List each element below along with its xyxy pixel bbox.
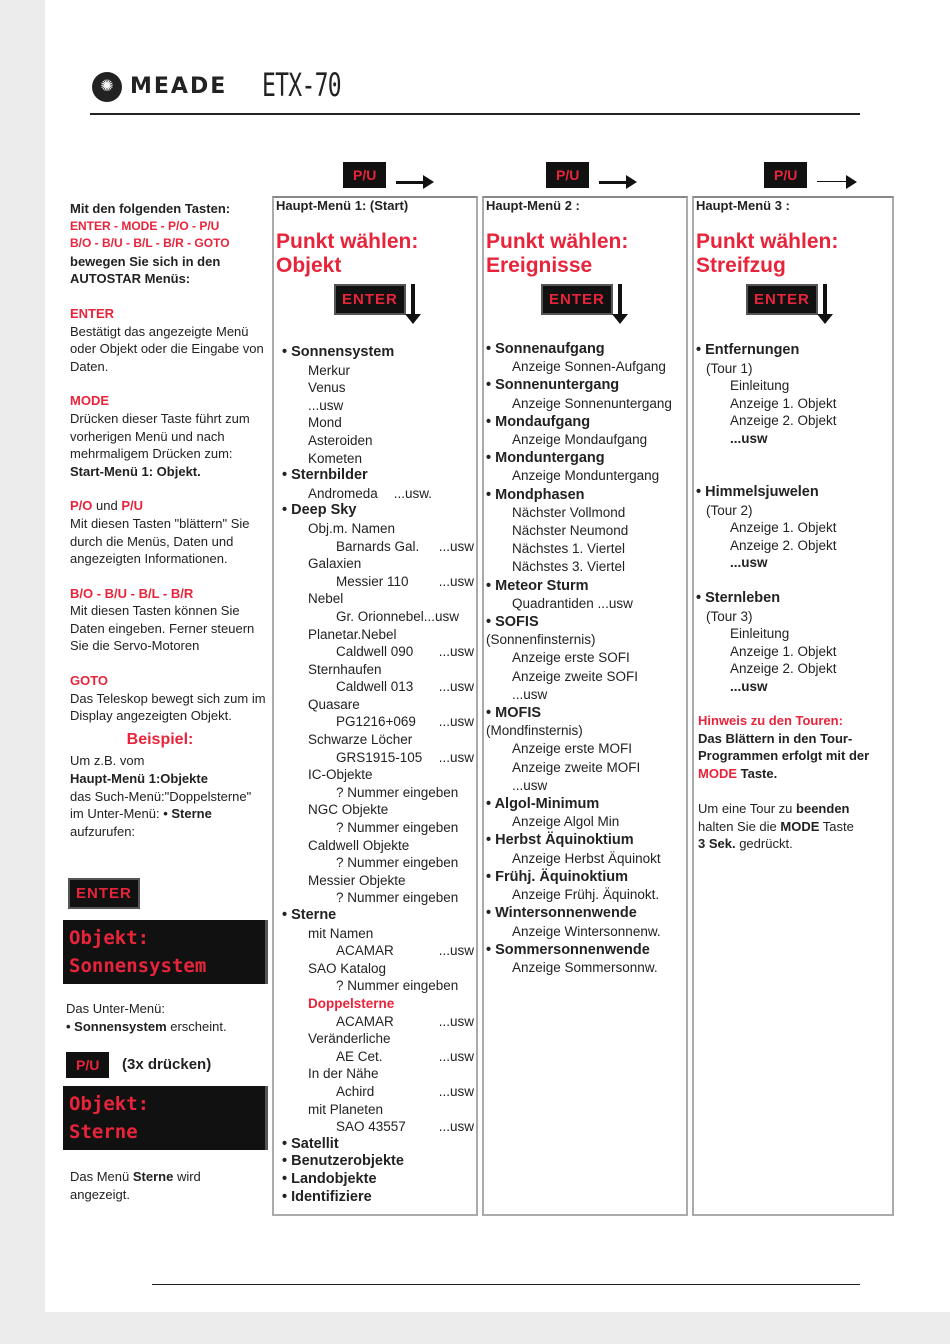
menu-item: ? Nummer eingeben [336,784,459,800]
menu-item: Anzeige zweite MOFI [512,759,641,775]
tour-group-2: • Himmelsjuwelen (Tour 2) Anzeige 1. Objekt Anzeige 2. Objekt ...usw [696,484,837,572]
usw-label: ...usw [438,644,474,660]
menu-item: Caldwell 013 ...usw [336,679,474,695]
example-line-4: im Unter-Menü: • Sterne [70,806,212,822]
column-1-title: Punkt wählen: Objekt [276,230,419,277]
menu-item: ...usw [308,397,344,413]
menu-item: Messier Objekte [308,872,406,888]
menu-item: Nächstes 3. Viertel [512,559,626,575]
usw-label: ...usw [438,538,474,554]
enter-key-title: ENTER [70,305,115,321]
lcd-1-line-2: Sonnensystem [69,955,207,977]
menu-item: Quadrantiden ...usw [512,595,633,611]
intro-line: Mit den folgenden Tasten: [70,201,231,216]
usw-label: ...usw. [393,485,432,501]
menu-item: Caldwell 090 ...usw [336,644,474,660]
menu-item: mit Namen [308,925,374,941]
header-rule [90,113,860,115]
example-line-5: aufzurufen: [70,823,136,839]
menu-item: ? Nummer eingeben [336,855,459,871]
enter-button-2: ENTER [541,284,613,315]
menu-column-3 [692,196,894,1216]
mode-key-bold: Start-Menü 1: Objekt. [70,463,201,479]
usw-label: ...usw [438,1119,474,1135]
usw-label: ...usw [438,749,474,765]
menu-category: • Sommersonnenwende [486,941,686,959]
menu-category: • Sonnenuntergang [486,376,686,394]
usw-label: ...usw [438,943,474,959]
arrow-down-icon [618,284,622,318]
menu-item: Galaxien [308,556,362,572]
intro-rest: bewegen Sie sich in den AUTOSTAR Menüs: [70,253,221,287]
menu-item: Anzeige Sommersonnw. [512,959,658,975]
menu-item: Venus [308,380,346,396]
submenu-note: Das Unter-Menü: • Sonnensystem erscheint. [66,1001,227,1034]
menu-category: • SOFIS [486,613,686,631]
menu-item: Anzeige Sonnenuntergang [512,395,672,411]
menu-category: • Wintersonnenwende [486,904,686,922]
menu-item: Anzeige Frühj. Äquinokt. [512,887,660,903]
usw-label: ...usw [438,1083,474,1099]
column-2-title: Punkt wählen: Ereignisse [486,230,629,277]
menu-category: • Identifiziere [282,1189,474,1207]
footer-rule [152,1284,860,1285]
menu-column-1 [272,196,478,1216]
menu-category: • Algol-Minimum [486,795,686,813]
menu-item: Sternhaufen [308,661,382,677]
column-2-heading: Haupt-Menü 2 : [486,198,580,213]
menu-item: Nächster Vollmond [512,504,626,520]
goto-key-title: GOTO [70,673,109,689]
menu-item: ? Nummer eingeben [336,978,459,994]
menu-item: Obj.m. Namen [308,520,396,536]
menu-item: Veränderliche [308,1031,391,1047]
menu-item: ...usw [512,686,548,702]
lcd-1-line-1: Objekt: [69,927,150,949]
pu-button-3: P/U [764,162,807,188]
arrow-down-icon [823,284,827,318]
menu-item: Quasare [308,696,360,712]
bo-key-text: Mit diesen Tasten können Sie Daten eingeben. Ferner steuern Sie die Servo-Motoren [70,603,255,654]
menu-item: Merkur [308,362,351,378]
menu-item: Gr. Orionnebel...usw [336,608,460,624]
menu-category: • Satellit [282,1136,474,1154]
menu-item: ? Nummer eingeben [336,820,459,836]
menu-item: NGC Objekte [308,802,389,818]
menu-category: • Mondaufgang [486,413,686,431]
menu-item: SAO Katalog [308,960,387,976]
menu-item: Anzeige Wintersonnenw. [512,923,661,939]
enter-button-3: ENTER [746,284,818,315]
mode-key-text: Drücken dieser Taste führt zum vorherigen Menü und nach mehrmaligem Drücken zum: [70,410,250,462]
menu-item: PG1216+069 ...usw [336,714,474,730]
menu-item: Mond [308,415,342,431]
menu-item: ? Nummer eingeben [336,890,459,906]
meade-logo-icon: ✺ [92,72,122,102]
arrow-right-icon [599,181,633,184]
enter-key-text: Bestätigt das angezeigte Menü oder Objekt oder die Eingabe von Daten. [70,323,264,374]
menu-item: Anzeige zweite SOFI [512,668,639,684]
pu-button-example: P/U [66,1052,109,1078]
menu-category: • Sonnenaufgang [486,340,686,358]
menu-category: • Frühj. Äquinoktium [486,868,686,886]
menu-item: Andromeda ...usw. [308,485,432,501]
menu-item: Messier 110 ...usw [336,573,474,589]
menu-category: (Sonnenfinsternis) [486,632,596,648]
pu-button-1: P/U [343,162,386,188]
pu-button-2: P/U [546,162,589,188]
menu-item: Anzeige Algol Min [512,814,620,830]
menu-item: ACAMAR ...usw [336,943,474,959]
column-1-heading: Haupt-Menü 1: (Start) [276,198,409,213]
column-3-title: Punkt wählen: Streifzug [696,230,839,277]
intro-keys-1: ENTER - MODE - P/O - P/U [70,218,220,233]
intro-keys-2: B/O - B/U - B/L - B/R - GOTO [70,236,230,251]
enter-button-1: ENTER [334,284,406,315]
tour-end-note: Um eine Tour zu beenden halten Sie die MODE Taste 3 Sek. gedrückt. [698,801,854,852]
lcd-2-line-1: Objekt: [69,1093,150,1115]
menu-item: mit Planeten [308,1101,384,1117]
left-margin [0,0,45,1344]
tour-group-3: • Sternleben (Tour 3) Einleitung Anzeige 1. Objekt Anzeige 2. Objekt ...usw [696,590,837,696]
menu-item: SAO 43557 ...usw [336,1119,474,1135]
example-line-1: Um z.B. vom [70,753,145,769]
column-2-list [486,340,686,977]
lcd-display-1 [63,920,268,984]
menu-item: AE Cet. ...usw [336,1048,474,1064]
menu-category: • Benutzerobjekte [282,1153,474,1171]
key-legend [70,200,270,840]
menu-category: • Meteor Sturm [486,577,686,595]
menu-item: Kometen [308,450,363,466]
menu-category: • Sonnensystem [282,344,474,362]
example-line-3: das Such-Menü:"Doppelsterne" [70,788,252,804]
tour-hint: Hinweis zu den Touren: Das Blättern in den Tour- Programmen erfolgt mit der MODE Taste. [698,713,870,781]
menu-item: GRS1915-105 ...usw [336,749,474,765]
menu-item: Anzeige Sonnen-Aufgang [512,359,666,375]
menu-category: • Deep Sky [282,502,474,520]
menu-item: ACAMAR ...usw [336,1013,474,1029]
tour-group-1: • Entfernungen (Tour 1) Einleitung Anzeige 1. Objekt Anzeige 2. Objekt ...usw [696,342,837,448]
arrow-right-icon [396,181,430,184]
menu-item: Anzeige Monduntergang [512,468,660,484]
example-line-2: Haupt-Menü 1:Objekte [70,771,208,787]
bo-key-title: B/O - B/U - B/L - B/R [70,585,194,601]
arrow-right-icon [817,181,853,182]
menu-item: Planetar.Nebel [308,626,397,642]
menu-category: • MOFIS [486,704,686,722]
menu-item: IC-Objekte [308,767,373,783]
mode-key-title: MODE [70,393,109,409]
menu-item: Asteroiden [308,432,373,448]
model-name: ETX-70 [262,66,341,104]
bottom-margin [0,1312,950,1344]
menu-category: • Sternbilder [282,467,474,485]
po-key-title: P/O und P/U [70,498,143,514]
usw-label: ...usw [438,573,474,589]
menu-column-2 [482,196,688,1216]
example-title: Beispiel: [126,730,194,748]
menu-item: ...usw [512,777,548,793]
end-note: Das Menü Sterne wird angezeigt. [70,1169,201,1202]
menu-item: Anzeige erste SOFI [512,650,630,666]
menu-category: • Landobjekte [282,1171,474,1189]
menu-item: Doppelsterne [308,995,395,1011]
menu-item: Nächster Neumond [512,523,629,539]
brand-name: MEADE [130,74,228,99]
menu-item: Nächstes 1. Viertel [512,541,626,557]
usw-label: ...usw [438,1048,474,1064]
usw-label: ...usw [438,1013,474,1029]
menu-item: In der Nähe [308,1066,379,1082]
menu-category: • Mondphasen [486,486,686,504]
menu-item: Schwarze Löcher [308,732,413,748]
lcd-2-line-2: Sterne [69,1121,138,1143]
enter-button-example: ENTER [68,878,140,909]
column-1-list [282,344,474,1206]
pu-press-note: (3x drücken) [122,1056,212,1073]
arrow-down-icon [411,284,415,318]
menu-item: Anzeige Herbst Äquinokt [512,850,661,866]
menu-item: Caldwell Objekte [308,837,410,853]
column-3-heading: Haupt-Menü 3 : [696,198,790,213]
usw-label: ...usw [438,714,474,730]
menu-item: Anzeige Mondaufgang [512,432,648,448]
po-key-text: Mit diesen Tasten "blättern" Sie durch die Menüs, Daten und angezeigten Informationen. [70,515,250,567]
menu-category: • Herbst Äquinoktium [486,831,686,849]
menu-item: Barnards Gal. ...usw [336,538,474,554]
menu-item: Nebel [308,591,344,607]
menu-item: Anzeige erste MOFI [512,741,633,757]
menu-category: • Sterne [282,907,474,925]
menu-item: Achird ...usw [336,1083,474,1099]
usw-label: ...usw [438,679,474,695]
menu-category: • Monduntergang [486,449,686,467]
goto-key-text: Das Teleskop bewegt sich zum im Display angezeigten Objekt. [70,690,266,724]
lcd-display-2 [63,1086,268,1150]
menu-category: (Mondfinsternis) [486,723,583,739]
